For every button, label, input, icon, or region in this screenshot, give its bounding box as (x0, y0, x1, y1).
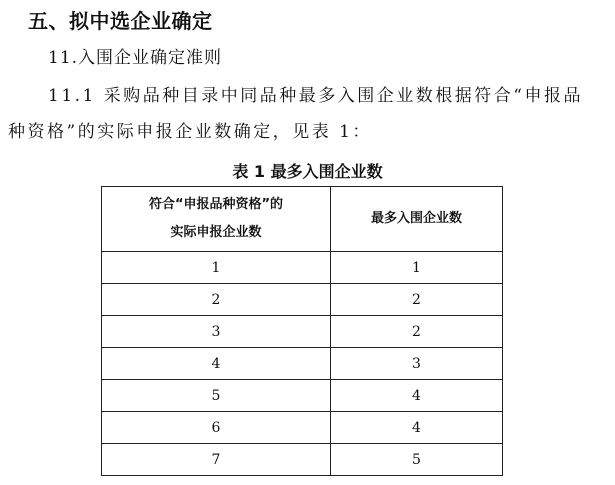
cell-applicant-count: 1 (102, 252, 331, 284)
paragraph-line-1: 11.1 采购品种目录中同品种最多入围企业数根据符合“申报品 (48, 86, 583, 106)
table-row (102, 284, 503, 316)
table-row (102, 380, 503, 412)
header-applicant-count (102, 187, 331, 252)
header-applicant-count-line-1: 符合“申报品种资格”的 (148, 197, 284, 212)
table-caption: 表 1 最多入围企业数 (232, 162, 383, 181)
table-row (102, 444, 503, 476)
cell-max-selected: 5 (331, 444, 503, 476)
cell-max-selected: 4 (331, 412, 503, 444)
table-row (102, 412, 503, 444)
cell-max-selected: 1 (331, 252, 503, 284)
quota-table (101, 186, 503, 476)
section-heading: 五、拟中选企业确定 (28, 9, 213, 33)
cell-applicant-count: 5 (102, 380, 331, 412)
table-row (102, 348, 503, 380)
paragraph-line-2: 种资格”的实际申报企业数确定，见表 1： (8, 122, 372, 142)
table-header-row (102, 187, 503, 252)
header-applicant-count-line-2: 实际申报企业数 (170, 225, 262, 240)
cell-applicant-count: 3 (102, 316, 331, 348)
cell-max-selected: 2 (331, 316, 503, 348)
cell-applicant-count: 4 (102, 348, 331, 380)
cell-max-selected: 3 (331, 348, 503, 380)
cell-applicant-count: 2 (102, 284, 331, 316)
clause-heading: 11.入围企业确定准则 (48, 48, 223, 68)
cell-applicant-count: 6 (102, 412, 331, 444)
header-max-selected-label: 最多入围企业数 (370, 211, 462, 226)
header-max-selected (331, 187, 503, 252)
table-row (102, 316, 503, 348)
table-row (102, 252, 503, 284)
cell-max-selected: 2 (331, 284, 503, 316)
cell-max-selected: 4 (331, 380, 503, 412)
cell-applicant-count: 7 (102, 444, 331, 476)
